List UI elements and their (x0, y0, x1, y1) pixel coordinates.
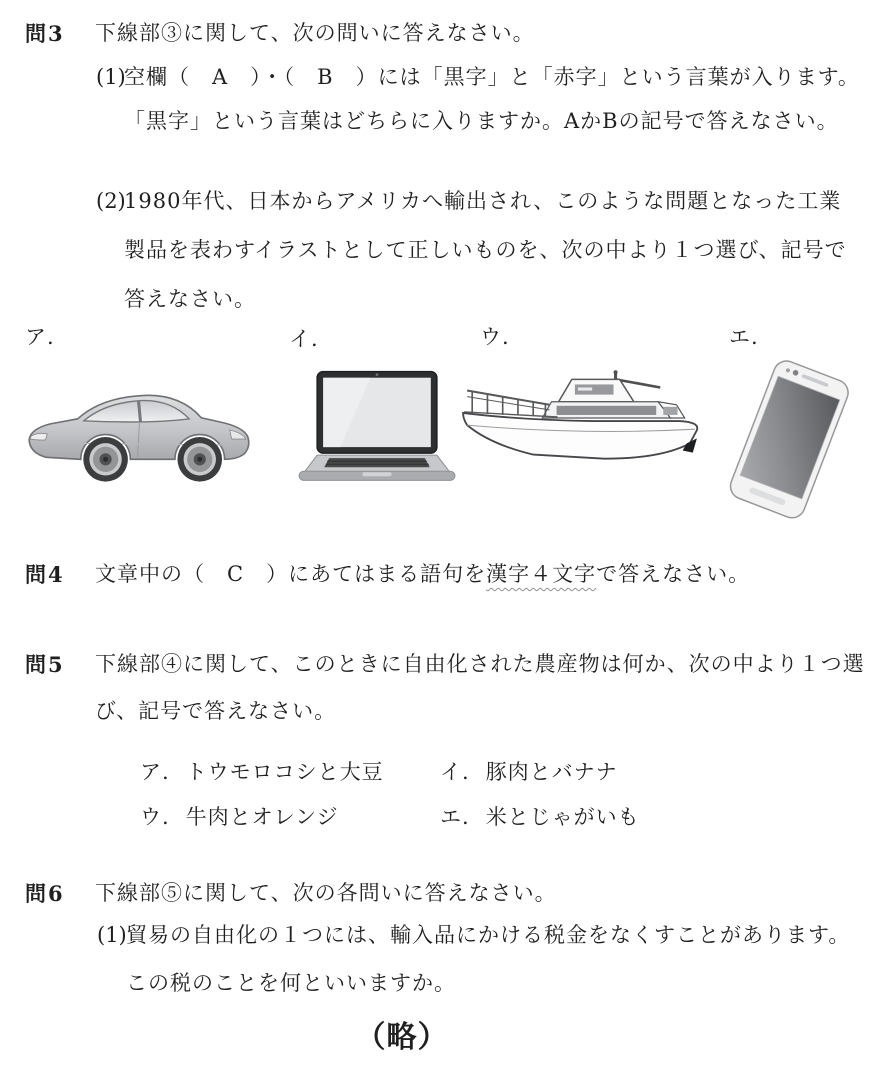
q3-sub1-line1: 空欄（ A ）・（ B ）には「黒字」と「赤字」という言葉が入ります。 (124, 65, 860, 89)
q5-option-e (440, 804, 640, 831)
q5-option-u-label: ウ. (140, 805, 170, 829)
q3-sub2-line2: 製品を表わすイラストとして正しいものを、次の中より１つ選び、記号で (124, 238, 847, 262)
q3-intro: 下線部③に関して、次の問いに答えなさい。 (95, 21, 535, 45)
q4-text-after: で答えなさい。 (596, 562, 751, 586)
q5-option-u (140, 804, 339, 831)
choice-i-label: イ. (289, 327, 319, 351)
q5-line2: び、記号で答えなさい。 (95, 699, 337, 723)
q6-number: 問6 (25, 881, 65, 906)
laptop-illustration (294, 368, 460, 492)
q3-number: 問3 (25, 21, 65, 46)
car-illustration (20, 378, 258, 492)
q5-option-a (140, 759, 384, 786)
q4-text (95, 561, 750, 588)
q6-sub1-line2: この税のことを何といいますか。 (126, 971, 456, 995)
q3-sub1-label: (1) (96, 65, 126, 89)
q5-option-e-label: エ. (440, 805, 470, 829)
smartphone-illustration (714, 356, 862, 528)
choice-a-label: ア. (25, 325, 55, 349)
q5-option-a-label: ア. (140, 760, 170, 784)
omission-note: （略） (355, 1020, 449, 1055)
q5-option-i (440, 759, 618, 786)
q4-wavy-term: 漢字４文字 (486, 562, 597, 586)
q5-option-i-text: 豚肉とバナナ (485, 760, 618, 784)
q5-option-a-text: トウモロコシと大豆 (185, 760, 384, 784)
q6-sub1-line1: 貿易の自由化の１つには、輸入品にかける税金をなくすことがあります。 (126, 923, 851, 947)
choice-u-label: ウ. (480, 325, 510, 349)
q5-option-e-text: 米とじゃがいも (485, 805, 640, 829)
q3-sub1-line2: 「黒字」という言葉はどちらに入りますか。AかBの記号で答えなさい。 (124, 109, 839, 133)
q3-sub2-label: (2) (96, 189, 126, 213)
q5-option-u-text: 牛肉とオレンジ (185, 805, 339, 829)
q4-number: 問4 (25, 562, 65, 587)
q3-sub2-line1: 1980年代、日本からアメリカへ輸出され、このような問題となった工業 (124, 189, 842, 213)
q5-option-i-label: イ. (440, 760, 470, 784)
q5-number: 問5 (25, 652, 65, 677)
q5-line1: 下線部④に関して、このときに自由化された農産物は何か、次の中より１つ選 (95, 652, 865, 676)
q6-sub1-label: (1) (97, 923, 127, 947)
q6-intro: 下線部⑤に関して、次の各問いに答えなさい。 (95, 881, 557, 905)
q3-sub2-line3: 答えなさい。 (124, 287, 256, 311)
choice-e-label: エ. (729, 325, 759, 349)
boat-illustration (460, 366, 704, 474)
q4-text-before: 文章中の（ C ）にあてはまる語句を (95, 562, 487, 586)
